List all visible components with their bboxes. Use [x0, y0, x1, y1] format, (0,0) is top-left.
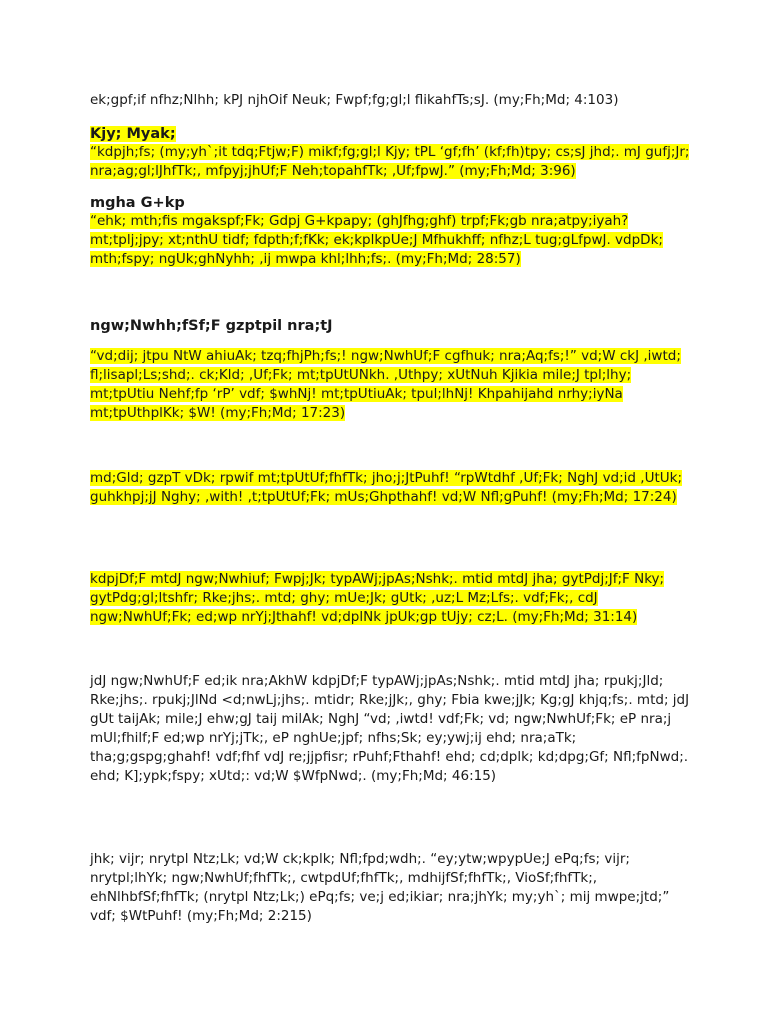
heading-first-house: Kjy; Myak; — [90, 126, 176, 142]
quote-17-23: “vd;dij; jtpu NtW ahiuAk; tzq;fhjPh;fs;! ngw;NwhUf;F cgfhuk; nra;Aq;fs;!” vd;W ckJ ,iwtd; fl;lisapl;Ls;shd;. ck;Kld; ,Uf;Fk; mt;tpUtUNkh. ,Uthpy; xUtNuh Kjikia mile;J tpl;lhy; mt;tpUtiu Nehf;fp ‘rP’ vdf; $whNj! mt;tpUtiuAk; tpul;lhNj! Khpahijahd nrhy;iyNa mt;tpUthplKk; $W! (my;Fh;Md; 17:23) — [90, 348, 681, 421]
quote-28-57: “ehk; mth;fis mgakspf;Fk; Gdpj G+kpapy; (ghJfhg;ghf) trpf;Fk;gb nra;atpy;iyah? mt;tplj;jpy; xt;nthU tidf; fdpth;f;fKk; ek;kplkpUe;J Mfhukhff; nfhz;L tug;gLfpwJ. vdpDk; mth;fspy; ngUk;ghNyhh; ,ij mwpa khl;lhh;fs;. (my;Fh;Md; 28:57) — [90, 213, 663, 267]
quote-17-24: md;Gld; gzpT vDk; rpwif mt;tpUtUf;fhfTk; jho;j;JtPuhf! “rpWtdhf ,Uf;Fk; NghJ vd;id ,UtUk; guhkhpj;jJ Nghy; ,with! ,t;tpUtUf;Fk; mUs;Ghpthahf! vd;W Nfl;gPuhf! (my;Fh;Md; 17:24) — [90, 470, 682, 505]
heading-serving-parents: ngw;Nwhh;fSf;F gzptpil nra;tJ — [90, 318, 333, 334]
paragraph-46-15: jdJ ngw;NwhUf;F ed;ik nra;AkhW kdpjDf;F typAWj;jpAs;Nshk;. mtid mtdJ jha; rpukj;Jld; Rke;jhs;. rpukj;JlNd <d;nwLj;jhs;. mtidr; Rke;jJk;, ghy; Fbia kwe;jJk; Kg;gJ khjq;fs;. mtd; jdJ gUt taijAk; mile;J ehw;gJ taij milAk; NghJ “vd; ,iwtd! vdf;Fk; vd; ngw;NwhUf;Fk; eP nra;j mUl;fhilf;F ed;wp nrYj;jTk;, eP nghUe;jpf; nfhs;Sk; ey;ywj;ij ehd; nra;aTk; tha;g;gspg;ghahf! vdf;fhf vdJ re;jjpfisr; rPuhf;Fthahf! ehd; cd;dplk; kd;dpg;Gf; Nfl;fpNwd;. ehd; K];ypk;fspy; xUtd;: vd;W $WfpNwd;. (my;Fh;Md; 46:15) — [90, 673, 690, 784]
paragraph-2-215: jhk; vijr; nrytpl Ntz;Lk; vd;W ck;kplk; Nfl;fpd;wdh;. “ey;ytw;wpypUe;J ePq;fs; vijr; nrytpl;lhYk; ngw;NwhUf;fhfTk;, cwtpdUf;fhfTk;, mdhijfSf;fhfTk;, VioSf;fhfTk;, ehNlhbfSf;fhfTk; (nrytpl Ntz;Lk;) ePq;fs; ve;j ed;ikiar; nra;jhYk; my;yh`; mij mwpe;jtd;” vdf; $WtPuhf! (my;Fh;Md; 2:215) — [90, 851, 670, 924]
heading-safe-land: mgha G+kp — [90, 195, 185, 211]
intro-paragraph: ek;gpf;if nfhz;Nlhh; kPJ njhOif Neuk; Fwpf;fg;gl;l flikahfTs;sJ. (my;Fh;Md; 4:103) — [90, 92, 619, 108]
quote-3-96: “kdpjh;fs; (my;yh`;it tdq;Ftjw;F) mikf;fg;gl;l Kjy; tPL ‘gf;fh’ (kf;fh)tpy; cs;sJ jhd;. mJ gufj;Jr; nra;ag;gl;lJhfTk;, mfpyj;jhUf;F Neh;topahfTk; ,Uf;fpwJ.” (my;Fh;Md; 3:96) — [90, 144, 690, 179]
quote-31-14: kdpjDf;F mtdJ ngw;Nwhiuf; Fwpj;Jk; typAWj;jpAs;Nshk;. mtid mtdJ jha; gytPdj;Jf;F Nky; gytPdg;gl;ltshfr; Rke;jhs;. mtd; ghy; mUe;Jk; gUtk; ,uz;L Mz;Lfs;. vdf;Fk;, cdJ ngw;NwhUf;Fk; ed;wp nrYj;Jthahf! vd;dplNk jpUk;gp tUjy; cz;L. (my;Fh;Md; 31:14) — [90, 571, 665, 625]
